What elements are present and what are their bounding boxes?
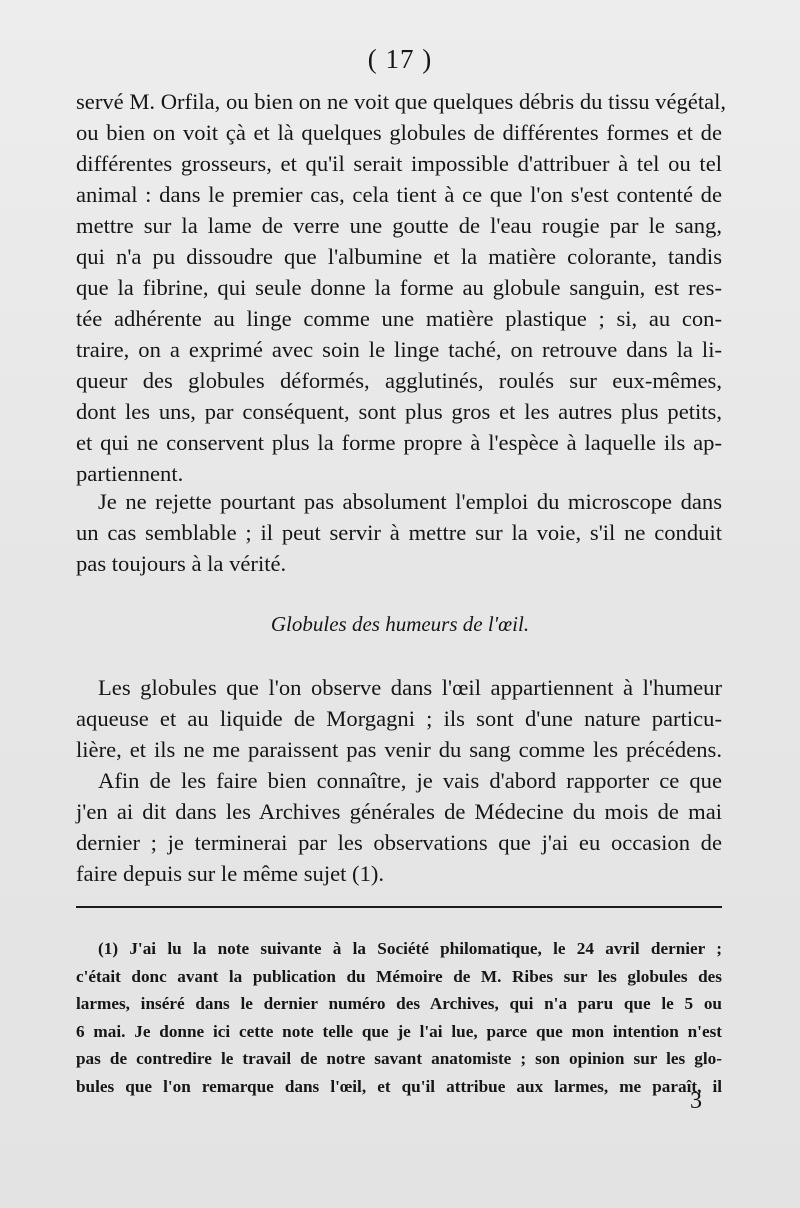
text-line: et qui ne conservent plus la forme propre à l'espèce à laquelle ils ap- <box>76 430 722 455</box>
page-number: ( 17 ) <box>367 44 433 74</box>
footnote-line: (1) J'ai lu la note suivante à la Société philomatique, le 24 avril dernier ; <box>98 939 722 958</box>
footnote <box>76 935 722 1100</box>
footnote-line: 6 mai. Je donne ici cette note telle que je l'ai lue, parce que mon intention n'est <box>76 1021 722 1041</box>
paragraph-3 <box>76 672 722 765</box>
text-line: dont les uns, par conséquent, sont plus gros et les autres plus petits, <box>76 399 722 424</box>
signature-mark: 3 <box>690 1088 702 1114</box>
footnote-line: bules que l'on remarque dans l'œil, et qu'il attribue aux larmes, me paraît, il <box>76 1076 722 1096</box>
text-line: lière, et ils ne me paraissent pas venir du sang comme les précédens. <box>76 737 722 762</box>
text-line: queur des globules déformés, agglutinés, roulés sur eux-mêmes, <box>76 368 722 393</box>
text-line: ou bien on voit çà et là quelques globules de différentes formes et de <box>76 120 722 145</box>
text-line: faire depuis sur le même sujet (1). <box>76 861 385 886</box>
paragraph-2 <box>76 486 722 579</box>
text-line: différentes grosseurs, et qu'il serait impossible d'attribuer à tel ou tel <box>76 151 722 176</box>
text-line: Afin de les faire bien connaître, je vais d'abord rapporter ce que <box>98 768 722 793</box>
text-line: j'en ai dit dans les Archives générales de Médecine du mois de mai <box>76 799 722 824</box>
text-line: que la fibrine, qui seule donne la forme au globule sanguin, est res- <box>76 275 722 300</box>
text-line: aqueuse et au liquide de Morgagni ; ils sont d'une nature particu- <box>76 706 722 731</box>
text-line: servé M. Orfila, ou bien on ne voit que quelques débris du tissu végétal, <box>76 89 727 114</box>
text-line: traire, on a exprimé avec soin le linge taché, on retrouve dans la li- <box>76 337 722 362</box>
footnote-divider <box>76 906 722 908</box>
paragraph-4 <box>76 765 722 889</box>
text-line: mettre sur la lame de verre une goutte de l'eau rougie par le sang, <box>76 213 722 238</box>
footnote-line: c'était donc avant la publication du Mémoire de M. Ribes sur les globules des <box>76 966 722 986</box>
text-line: qui n'a pu dissoudre que l'albumine et la matière colorante, tandis <box>76 244 722 269</box>
text-line: tée adhérente au linge comme une matière plastique ; si, au con- <box>76 306 722 331</box>
footnote-line: pas de contredire le travail de notre savant anatomiste ; son opinion sur les glo- <box>76 1049 722 1068</box>
paragraph-1 <box>76 86 727 489</box>
text-line: un cas semblable ; il peut servir à mettre sur la voie, s'il ne conduit <box>76 520 722 545</box>
footnote-line: larmes, inséré dans le dernier numéro des Archives, qui n'a paru que le 5 ou <box>76 994 722 1013</box>
section-title: Globules des humeurs de l'œil. <box>270 612 530 636</box>
text-line: dernier ; je terminerai par les observations que j'ai eu occasion de <box>76 830 722 855</box>
text-line: Je ne rejette pourtant pas absolument l'emploi du microscope dans <box>98 489 722 514</box>
text-line: animal : dans le premier cas, cela tient à ce que l'on s'est contenté de <box>76 182 722 207</box>
text-line: Les globules que l'on observe dans l'œil appartiennent à l'humeur <box>98 675 722 700</box>
text-line: pas toujours à la vérité. <box>76 551 287 576</box>
text-line: partiennent. <box>76 461 184 486</box>
